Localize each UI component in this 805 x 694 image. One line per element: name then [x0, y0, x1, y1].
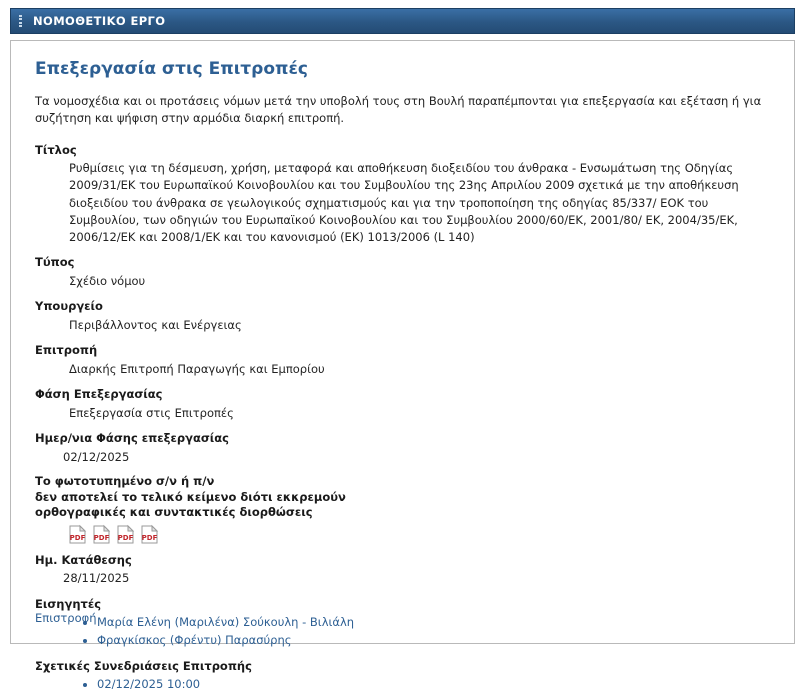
field-ministry-label: Υπουργείο — [35, 299, 103, 314]
header-title: ΝΟΜΟΘΕΤΙΚΟ ΕΡΓΟ — [33, 14, 166, 28]
pdf-document-list — [35, 525, 770, 544]
session-link-1[interactable]: 02/12/2025 10:00 — [97, 677, 201, 692]
field-phase-date-label: Ημερ/νια Φάσης επεξεργασίας — [35, 431, 229, 446]
pdf-document-icon-2[interactable] — [93, 525, 110, 544]
session-list — [35, 676, 770, 694]
window-header-bar — [10, 8, 795, 34]
list-item — [97, 632, 770, 650]
scan-note-line-3: ορθογραφικές και συντακτικές διορθώσεις — [35, 505, 313, 520]
content-panel — [10, 40, 795, 692]
svg-text:PDF: PDF — [93, 533, 110, 542]
field-phase — [35, 386, 770, 422]
scan-note-line-2: δεν αποτελεί το τελικό κείμενο διότι εκκρεμούν — [35, 489, 346, 504]
field-submission-date — [35, 552, 770, 588]
svg-text:PDF: PDF — [117, 533, 134, 542]
rapporteur-link-2[interactable]: Φραγκίσκος (Φρέντυ) Παρασύρης — [97, 632, 292, 647]
scan-note-line-1: Το φωτοτυπημένο σ/ν ή π/ν — [35, 474, 215, 489]
field-type-value: Σχέδιο νόμου — [69, 274, 146, 289]
field-committee-value: Διαρκής Επιτροπή Παραγωγής και Εμπορίου — [69, 361, 325, 376]
drag-grip-icon[interactable] — [17, 14, 27, 28]
field-title-value: Ρυθμίσεις για τη δέσμευση, χρήση, μεταφορά και αποθήκευση διοξειδίου του άνθρακα - Ενσωμάτωση της Οδηγίας 2009/31/ΕΚ του Ευρωπαϊκού Κοινοβουλίου και του Συμβουλίου της 23ης Απριλίου 2009 σχετικά με την αποθήκευση διοξειδίου του άνθρακα σε γεωλογικούς σχηματισμούς και για την τροποποίηση της οδηγίας 85/337/ ΕΟΚ του Συμβουλίου, των οδηγιών του Ευρωπαϊκού Κοινοβουλίου και του Συμβουλίου 2000/60/ΕΚ, 2001/80/ ΕΚ, 2004/35/ΕΚ, 2006/12/ΕΚ και 2008/1/ΕΚ και του κανονισμού (ΕΚ) 1013/2006 (L 140) — [69, 161, 739, 245]
field-type — [35, 254, 770, 290]
field-submission-date-label: Ημ. Κατάθεσης — [35, 552, 132, 567]
rapporteur-list — [35, 614, 770, 650]
field-phase-label: Φάση Επεξεργασίας — [35, 387, 163, 402]
list-item — [97, 676, 770, 694]
field-rapporteurs — [35, 596, 770, 650]
field-submission-date-value: 28/11/2025 — [63, 571, 130, 586]
svg-text:PDF: PDF — [141, 533, 158, 542]
field-scan-note — [35, 474, 770, 544]
page-title: Επεξεργασία στις Επιτροπές — [35, 59, 308, 79]
field-sessions-label: Σχετικές Συνεδριάσεις Επιτροπής — [35, 658, 252, 673]
pdf-document-icon-3[interactable] — [117, 525, 134, 544]
field-sessions — [35, 658, 770, 694]
field-committee — [35, 342, 770, 378]
field-ministry-value: Περιβάλλοντος και Ενέργειας — [69, 318, 242, 333]
back-link[interactable]: Επιστροφή — [35, 611, 97, 625]
field-committee-label: Επιτροπή — [35, 343, 98, 358]
field-title — [35, 142, 770, 247]
field-ministry — [35, 298, 770, 334]
intro-paragraph: Τα νομοσχέδια και οι προτάσεις νόμων μετά την υποβολή τους στη Βουλή παραπέμπονται για επεξεργασία και εξέταση ή για συζήτηση και ψήφιση στην αρμόδια διαρκή επιτροπή. — [35, 94, 762, 126]
svg-text:PDF: PDF — [69, 533, 86, 542]
pdf-document-icon-1[interactable] — [69, 525, 86, 544]
list-item — [97, 614, 770, 632]
field-title-label: Τίτλος — [35, 142, 77, 157]
field-phase-value: Επεξεργασία στις Επιτροπές — [69, 405, 234, 420]
field-rapporteurs-label: Εισηγητές — [35, 596, 102, 611]
field-phase-date — [35, 430, 770, 466]
pdf-document-icon-4[interactable] — [141, 525, 158, 544]
field-type-label: Τύπος — [35, 255, 75, 270]
rapporteur-link-1[interactable]: Μαρία Ελένη (Μαριλένα) Σούκουλη - Βιλιάλη — [97, 615, 355, 630]
field-phase-date-value: 02/12/2025 — [63, 449, 130, 464]
